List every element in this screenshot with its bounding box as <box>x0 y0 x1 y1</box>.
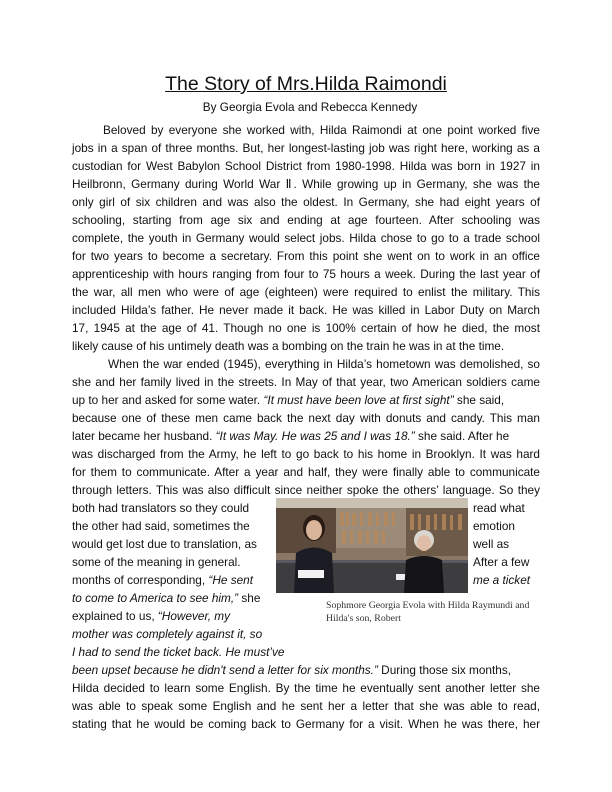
text-line: well as <box>473 537 510 551</box>
text-run: up to her and asked for some water. <box>72 393 261 407</box>
text-line: the war, all men who were of age (eighteen) were required to enlist the military. This <box>72 285 540 299</box>
photo-caption <box>326 599 546 625</box>
text-line <box>72 607 272 625</box>
quote-text: “He sent <box>208 573 253 587</box>
text-line: was discharged from the Army, he left to go back to his home in Brooklyn. It was hard <box>72 447 540 461</box>
text-run: explained to us, <box>72 609 155 623</box>
text-line <box>72 571 272 589</box>
quote-text: “However, my <box>157 609 231 623</box>
text-line: would get lost due to translation, as <box>72 537 257 551</box>
text-line: jobs in a span of three months. But, her longest-lasting job was right here, working as a <box>72 141 540 155</box>
text-line: the other had said, sometimes the <box>72 519 250 533</box>
text-line: emotion <box>473 519 515 533</box>
caption-line: Sophmore Georgia Evola with Hilda Raymundi and <box>326 600 530 611</box>
text-run: months of corresponding, <box>72 573 206 587</box>
text-line: for two years to become a secretary. From this point she went on to work in an office <box>72 249 540 263</box>
quote-text: me a ticket <box>473 573 531 587</box>
text-run: During those six months, <box>377 663 511 677</box>
quote-text: I had to send the ticket back. He must’ve <box>72 645 285 659</box>
text-line: through letters. This was also difficult since neither spoke the others’ language. So they <box>72 483 540 497</box>
text-line: stating that he would be coming back to Germany for a visit. When he was there, her <box>72 717 540 731</box>
text-line: for them to communicate. After a year and half, they were finally able to communicate <box>72 465 540 479</box>
text-line: some of the meaning in general. <box>72 555 241 569</box>
photo-image <box>276 498 468 593</box>
text-line: Heilbronn, Germany during World War Ⅱ. While growing up in Germany, she was the <box>72 177 540 191</box>
text-line: After a few <box>473 555 530 569</box>
text-line: because one of these men came back the next day with donuts and candy. This man <box>72 411 540 425</box>
text-line: schooling, starting from age six and ending at age fourteen. After schooling was <box>72 213 540 227</box>
text-run: later became her husband. <box>72 429 213 443</box>
text-line: included Hilda’s father. He never made it back. He was killed in Labor Duty on March <box>72 303 540 317</box>
text-line: was able to speak some English and he sent her a letter that she was able to read, <box>72 699 540 713</box>
text-line: likely cause of his untimely death was a bombing on the train he was in at the time. <box>72 339 505 353</box>
text-line: she and her family lived in the streets. In May of that year, two American soldiers came <box>72 375 540 389</box>
article-title: The Story of Mrs.Hilda Raimondi <box>165 73 447 95</box>
quote-text: “It was May. He was 25 and I was 18.” <box>215 429 415 443</box>
text-line <box>72 661 540 679</box>
article-byline: By Georgia Evola and Rebecca Kennedy <box>202 100 418 114</box>
text-run: she said. After he <box>414 429 510 443</box>
text-line: only girl of six children and was also the oldest. In Germany, she had eight years of <box>72 195 540 209</box>
text-run: she said, <box>453 393 505 407</box>
text-line <box>72 391 540 409</box>
quote-text: been upset because he didn't send a letter for six months.” <box>72 663 378 677</box>
text-line: read what <box>473 501 525 515</box>
caption-line: Hilda's son, Robert <box>326 613 401 624</box>
text-line: Beloved by everyone she worked with, Hilda Raimondi at one point worked five <box>103 123 540 137</box>
quote-text: “It must have been love at first sight” <box>263 393 454 407</box>
text-line: 17, 1945 at the age of 41. Though no one is 100% certain of how he died, the most <box>72 321 540 335</box>
quote-text: to come to America to see him,” <box>72 591 239 605</box>
text-run: she <box>238 591 261 605</box>
text-line: Hilda decided to learn some English. By the time he eventually sent another letter she <box>72 681 540 695</box>
text-line <box>72 589 272 607</box>
quote-text: mother was completely against it, so <box>72 627 263 641</box>
text-line: apprenticeship with hours ranging from four to 75 hours a week. During the last year of <box>72 267 540 281</box>
text-line: custodian for West Babylon School District from 1980-1998. Hilda was born in 1927 in <box>72 159 540 173</box>
text-line: complete, the youth in Germany would select jobs. Hilda chose to go to a trade school <box>72 231 540 245</box>
text-line: both had translators so they could <box>72 501 250 515</box>
text-line <box>72 427 540 445</box>
text-line: When the war ended (1945), everything in Hilda’s hometown was demolished, so <box>108 357 540 371</box>
